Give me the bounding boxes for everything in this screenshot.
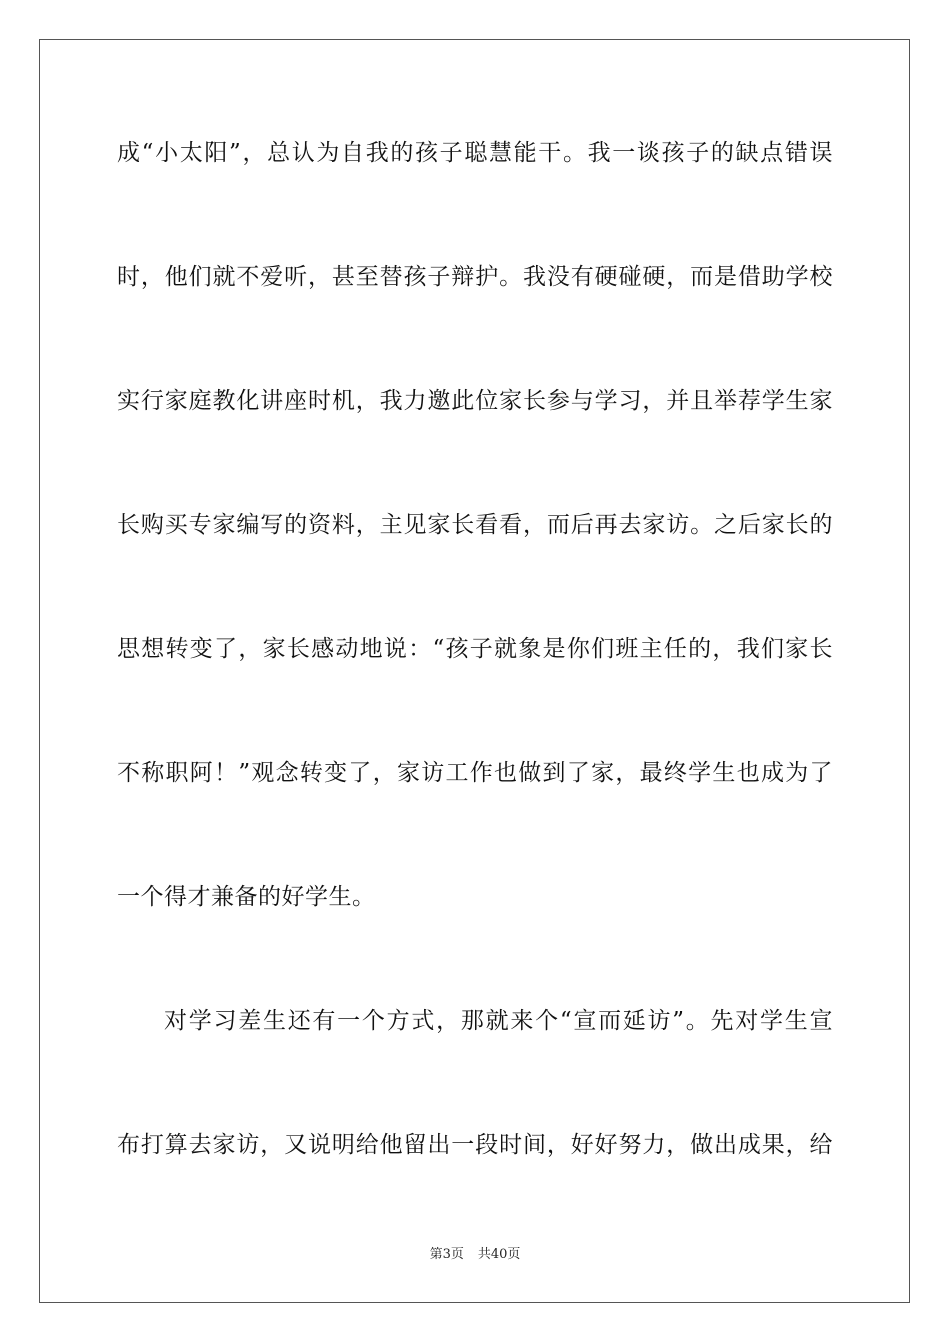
paragraph-line-8: 对学习差生还有一个方式，那就来个“宣而延访”。先对学生宣 [164,1008,833,1034]
paragraph-line-5: 思想转变了，家长感动地说：“孩子就象是你们班主任的，我们家长 [117,636,833,662]
page-footer [0,1247,950,1263]
paragraph-line-1: 成“小太阳”，总认为自我的孩子聪慧能干。我一谈孩子的缺点错误 [117,140,833,166]
page-number: 第3页 [429,1247,464,1262]
paragraph-line-6: 不称职阿！”观念转变了，家访工作也做到了家，最终学生也成为了 [117,760,833,786]
paragraph-line-9: 布打算去家访，又说明给他留出一段时间，好好努力，做出成果，给 [117,1132,833,1158]
paragraph-line-2: 时，他们就不爱听，甚至替孩子辩护。我没有硬碰硬，而是借助学校 [117,264,833,290]
page-border [39,39,910,1303]
paragraph-line-4: 长购买专家编写的资料，主见家长看看，而后再去家访。之后家长的 [117,512,833,538]
paragraph-line-7: 一个得才兼备的好学生。 [117,884,376,910]
paragraph-line-3: 实行家庭教化讲座时机，我力邀此位家长参与学习，并且举荐学生家 [117,388,833,414]
page-total: 共40页 [477,1247,521,1262]
